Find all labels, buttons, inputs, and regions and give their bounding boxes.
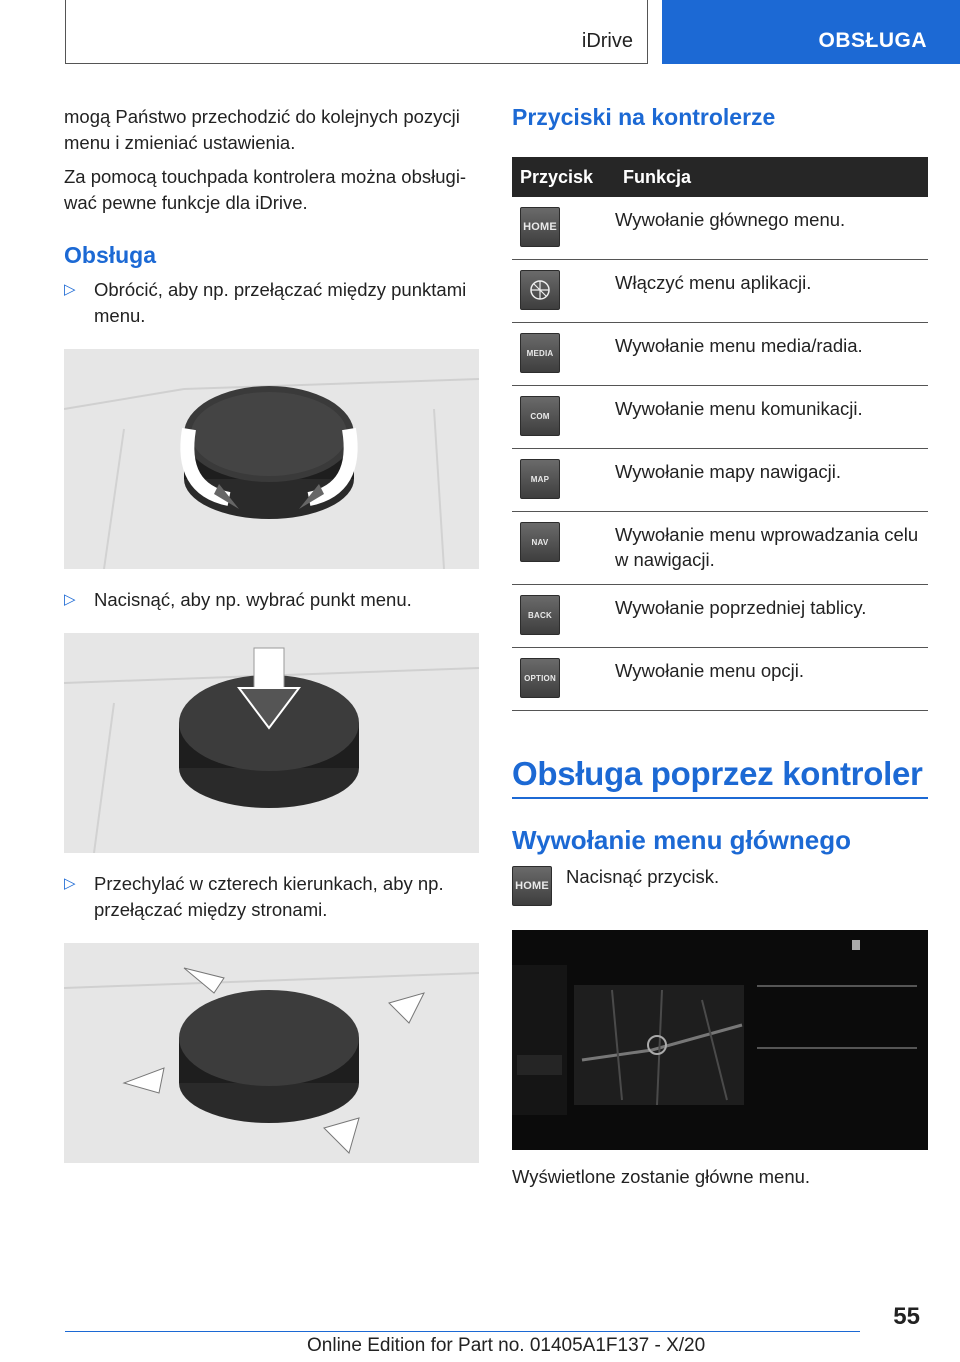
controller-operation-heading: Obsługa poprzez kontroler bbox=[512, 755, 928, 799]
map-button-icon: MAP bbox=[520, 459, 560, 499]
table-row bbox=[512, 585, 928, 648]
header-section-box bbox=[65, 0, 648, 64]
controller-press-illustration bbox=[64, 633, 479, 853]
home-button-icon: HOME bbox=[520, 207, 560, 247]
table-header-function: Funkcja bbox=[615, 157, 928, 197]
option-button-icon: OPTION bbox=[520, 658, 560, 698]
press-instruction bbox=[512, 866, 928, 906]
controller-tilt-illustration bbox=[64, 943, 479, 1163]
controller-rotate-illustration bbox=[64, 349, 479, 569]
bullet-text: Obrócić, aby np. przełączać między punktami menu. bbox=[94, 279, 467, 326]
table-row bbox=[512, 323, 928, 386]
table-cell-function: Wywołanie poprzedniej tablicy. bbox=[615, 585, 928, 648]
apps-globe-icon bbox=[520, 270, 560, 310]
header-chapter-tab bbox=[662, 0, 960, 64]
page-number: 55 bbox=[893, 1303, 920, 1330]
table-row bbox=[512, 386, 928, 449]
left-column bbox=[64, 104, 476, 1181]
home-button-icon: HOME bbox=[512, 866, 552, 906]
table-cell-function: Wywołanie menu wprowadzania celu w nawigacji. bbox=[615, 512, 928, 585]
bullet-press bbox=[64, 587, 476, 613]
operation-heading: Obsługa bbox=[64, 242, 157, 268]
table-row bbox=[512, 648, 928, 711]
bullet-triangle-icon: ▷ bbox=[64, 875, 76, 892]
press-instruction-text: Nacisnąć przycisk. bbox=[566, 866, 720, 887]
table-row bbox=[512, 512, 928, 585]
media-button-icon: MEDIA bbox=[520, 333, 560, 373]
table-cell-function: Wywołanie mapy nawigacji. bbox=[615, 449, 928, 512]
table-cell-function: Włączyć menu aplikacji. bbox=[615, 260, 928, 323]
table-row bbox=[512, 260, 928, 323]
bullet-rotate bbox=[64, 277, 476, 329]
footer-divider bbox=[65, 1331, 860, 1332]
table-row bbox=[512, 449, 928, 512]
intro-paragraph: Za pomocą touchpada kontrolera można obsługi-wać pewne funkcje dla iDrive. bbox=[64, 166, 467, 213]
footer-edition-text: Online Edition for Part no. 01405A1F137 - X/20 bbox=[307, 1335, 706, 1356]
table-cell-function: Wywołanie menu media/radia. bbox=[615, 323, 928, 386]
table-cell-function: Wywołanie menu komunikacji. bbox=[615, 386, 928, 449]
com-button-icon: COM bbox=[520, 396, 560, 436]
controller-buttons-table bbox=[512, 157, 928, 711]
idrive-main-menu-screenshot bbox=[512, 930, 928, 1150]
controller-buttons-heading: Przyciski na kontrolerze bbox=[512, 104, 776, 130]
right-column bbox=[512, 104, 928, 1188]
main-menu-subheading: Wywołanie menu głównego bbox=[512, 825, 851, 855]
bullet-triangle-icon: ▷ bbox=[64, 591, 76, 608]
table-header-row bbox=[512, 157, 928, 197]
bullet-text: Przechylać w czterech kierunkach, aby np. przełączać między stronami. bbox=[94, 873, 444, 920]
nav-button-icon: NAV bbox=[520, 522, 560, 562]
table-cell-function: Wywołanie menu opcji. bbox=[615, 648, 928, 711]
intro-paragraph: mogą Państwo przechodzić do kolejnych pozycji menu i zmieniać ustawienia. bbox=[64, 106, 460, 153]
bullet-triangle-icon: ▷ bbox=[64, 281, 76, 298]
header-section-label: iDrive bbox=[581, 30, 633, 52]
back-button-icon: BACK bbox=[520, 595, 560, 635]
table-row bbox=[512, 197, 928, 260]
table-cell-function: Wywołanie głównego menu. bbox=[615, 197, 928, 260]
bullet-tilt bbox=[64, 871, 476, 923]
screenshot-caption: Wyświetlone zostanie główne menu. bbox=[512, 1166, 811, 1187]
header-chapter-label: OBSŁUGA bbox=[818, 29, 927, 52]
table-header-button: Przycisk bbox=[512, 157, 615, 197]
bullet-text: Nacisnąć, aby np. wybrać punkt menu. bbox=[94, 589, 412, 610]
